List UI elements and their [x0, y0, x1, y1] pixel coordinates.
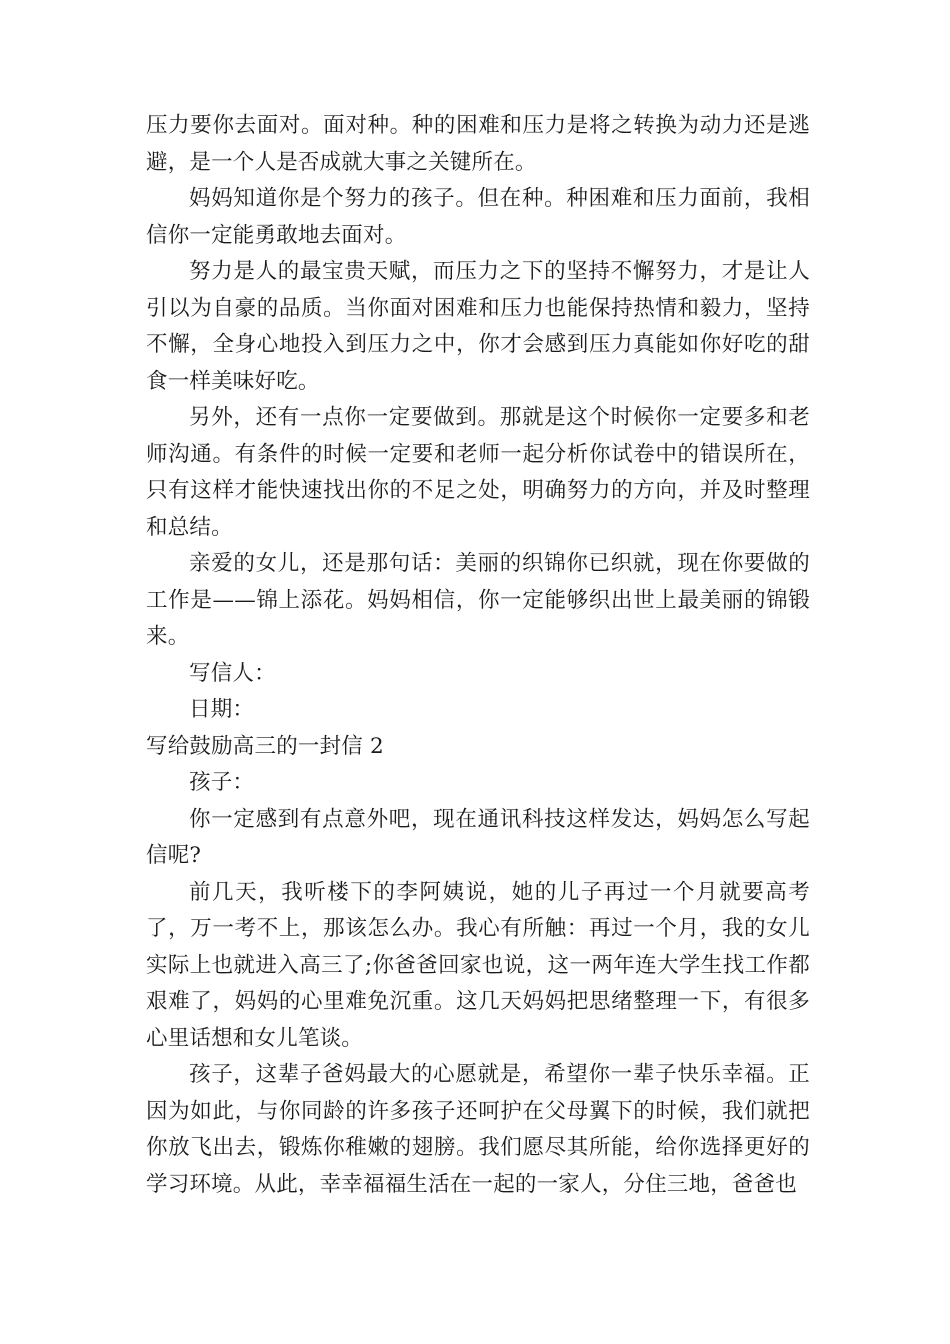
signature-date-label: 日期：	[189, 697, 255, 722]
paragraph: 亲爱的女儿，还是那句话：美丽的织锦你已织就，现在你要做的工作是——锦上添花。妈妈相信，你一定能够织出世上最美丽的锦锻来。	[146, 551, 810, 649]
signature-writer-label: 写信人：	[189, 660, 276, 686]
paragraph: 妈妈知道你是个努力的孩子。但在种。种困难和压力面前，我相信你一定能勇敢地去面对。	[146, 186, 810, 248]
paragraph: 孩子，这辈子爸妈最大的心愿就是，希望你一辈子快乐幸福。正因为如此，与你同龄的许多孩子还呵护在父母翼下的时候，我们就把你放飞出去，锻炼你稚嫩的翅膀。我们愿尽其所能，给你选择更好的学习环境。从此，幸幸福福生活在一起的一家人，分住三地，爸爸也	[146, 1062, 810, 1197]
paragraph: 你一定感到有点意外吧，现在通讯科技这样发达，妈妈怎么写起信呢?	[146, 806, 810, 868]
paragraph: 努力是人的最宝贵天赋，而压力之下的坚持不懈努力，才是让人引以为自豪的品质。当你面对困难和压力也能保持热情和毅力，坚持不懈，全身心地投入到压力之中，你才会感到压力真能如你好吃的甜食一样美味好吃。	[146, 259, 810, 394]
paragraph: 另外，还有一点你一定要做到。那就是这个时候你一定要多和老师沟通。有条件的时候一定要和老师一起分析你试卷中的错误所在，只有这样才能快速找出你的不足之处，明确努力的方向，并及时整理和总结。	[146, 405, 810, 540]
paragraph: 前几天，我听楼下的李阿姨说，她的儿子再过一个月就要高考了，万一考不上，那该怎么办。我心有所触：再过一个月，我的女儿实际上也就进入高三了;你爸爸回家也说，这一两年连大学生找工作都艰难了，妈妈的心里难免沉重。这几天妈妈把思绪整理一下，有很多心里话想和女儿笔谈。	[146, 879, 810, 1051]
document-body	[146, 108, 810, 1203]
paragraph: 压力要你去面对。面对种。种的困难和压力是将之转换为动力还是逃避，是一个人是否成就大事之关键所在。	[146, 113, 810, 175]
section-heading: 写给鼓励高三的一封信 2	[146, 733, 384, 759]
salutation: 孩子：	[189, 770, 255, 795]
